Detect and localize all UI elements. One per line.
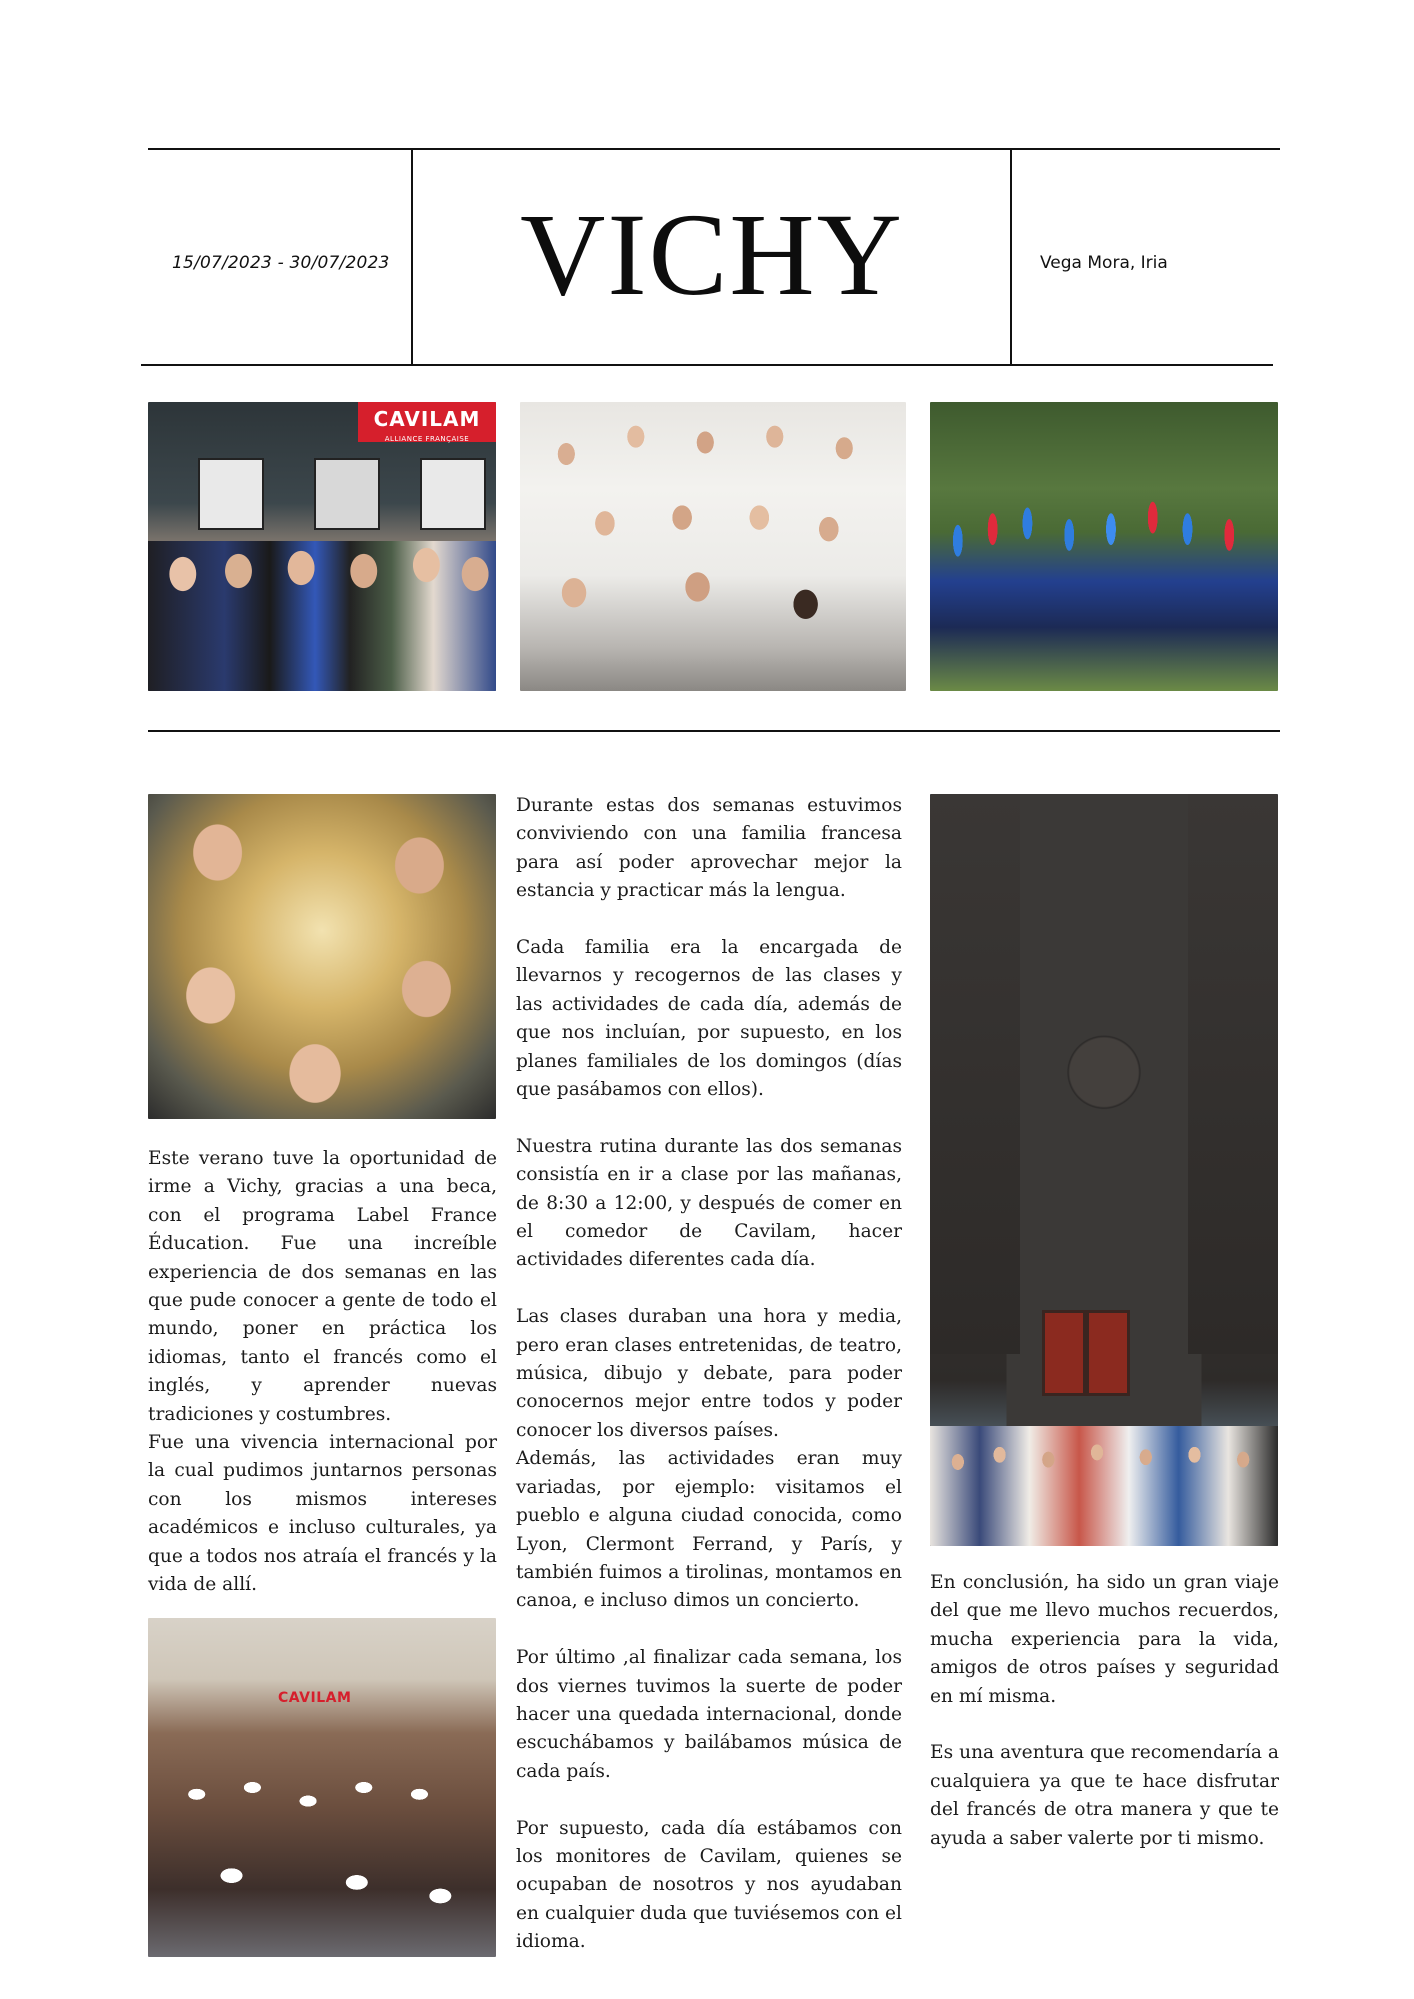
cavilam-banner — [358, 402, 496, 442]
photo-group-indoors — [520, 402, 906, 691]
group-of-students — [930, 1426, 1278, 1546]
header-divider-right — [1010, 148, 1012, 365]
left-column-text — [148, 1145, 497, 1628]
paragraph: Cada familia era la encargada de llevarnos y recogernos de las clases y las actividades de cada día, además de que nos incluían, por supuesto, en los planes familiales de los domingos (días que pasábamos con ellos). — [516, 937, 902, 1101]
cavilam-logo: CAVILAM — [278, 1690, 352, 1706]
header-top-rule — [148, 148, 1280, 150]
group-of-students — [148, 541, 496, 691]
paragraph: Fue una vivencia internacional por la cual pudimos juntarnos personas con los mismos intereses académicos e incluso culturales, ya que a todos nos atraía el francés y la vida de allí. — [148, 1432, 497, 1596]
banner-subtext: ALLIANCE FRANÇAISE — [384, 435, 470, 443]
author-name: Vega Mora, Iria — [1040, 253, 1168, 273]
photo-school-facade — [148, 402, 496, 691]
window — [420, 458, 486, 530]
cathedral-tower-left — [930, 794, 1020, 1354]
paragraph: Las clases duraban una hora y media, pero eran clases entretenidas, de teatro, música, dibujo y debate, para poder conocernos mejor entre todos y poder conocer los diversos países. — [516, 1306, 902, 1441]
photo-certificates-group — [148, 1618, 496, 1957]
paragraph: Este verano tuve la oportunidad de irme a Vichy, gracias a una beca, con el programa Label France Éducation. Fue una increíble experiencia de dos semanas en las que pude conocer a gente de todo el mundo, poner en práctica los idiomas, tanto el francés como el inglés, y aprender nuevas tradiciones y costumbres. — [148, 1148, 497, 1425]
date-range: 15/07/2023 - 30/07/2023 — [172, 253, 390, 273]
paragraph: Durante estas dos semanas estuvimos conviviendo con una familia francesa para así poder aprovechar mejor la estancia y practicar más la lengua. — [516, 795, 902, 902]
right-column-text — [930, 1569, 1279, 1853]
section-rule — [148, 730, 1280, 732]
photo-canoe-group — [930, 402, 1278, 691]
photo-selfie-ceiling — [148, 794, 496, 1119]
window — [314, 458, 380, 530]
cathedral-door — [1086, 1310, 1130, 1396]
cathedral-door — [1042, 1310, 1086, 1396]
photo-cathedral — [930, 794, 1278, 1546]
page-title: VICHY — [520, 189, 904, 320]
paragraph: Nuestra rutina durante las dos semanas consistía en ir a clase por las mañanas, de 8:30 a 12:00, y después de comer en el comedor de Cavilam, hacer actividades diferentes cada día. — [516, 1135, 902, 1271]
paragraph: Además, las actividades eran muy variadas, por ejemplo: visitamos el pueblo e alguna ciudad conocida, como Lyon, Clermont Ferrand, y París, y también fuimos a tirolinas, montamos en canoa, e incluso dimos un concierto. — [516, 1448, 902, 1612]
header-bottom-rule — [141, 364, 1273, 366]
paragraph: Por último ,al finalizar cada semana, los dos viernes tuvimos la suerte de poder hacer una quedada internacional, donde escuchábamos y bailábamos música de cada país. — [516, 1647, 902, 1782]
paragraph: Es una aventura que recomendaría a cualquiera ya que te hace disfrutar del francés de otra manera y que te ayuda a saber valerte por ti mismo. — [930, 1742, 1279, 1849]
cathedral-tower-right — [1188, 794, 1278, 1354]
window — [198, 458, 264, 530]
paragraph: Por supuesto, cada día estábamos con los monitores de Cavilam, quienes se ocupaban de nosotros y nos ayudaban en cualquier duda que tuviésemos con el idioma. — [516, 1817, 902, 1953]
middle-column-text — [516, 792, 902, 1957]
paragraph: En conclusión, ha sido un gran viaje del que me llevo muchos recuerdos, mucha experiencia para la vida, amigos de otros países y seguridad en mí misma. — [930, 1572, 1279, 1707]
banner-text: CAVILAM — [373, 407, 481, 431]
header-divider-left — [411, 148, 413, 365]
